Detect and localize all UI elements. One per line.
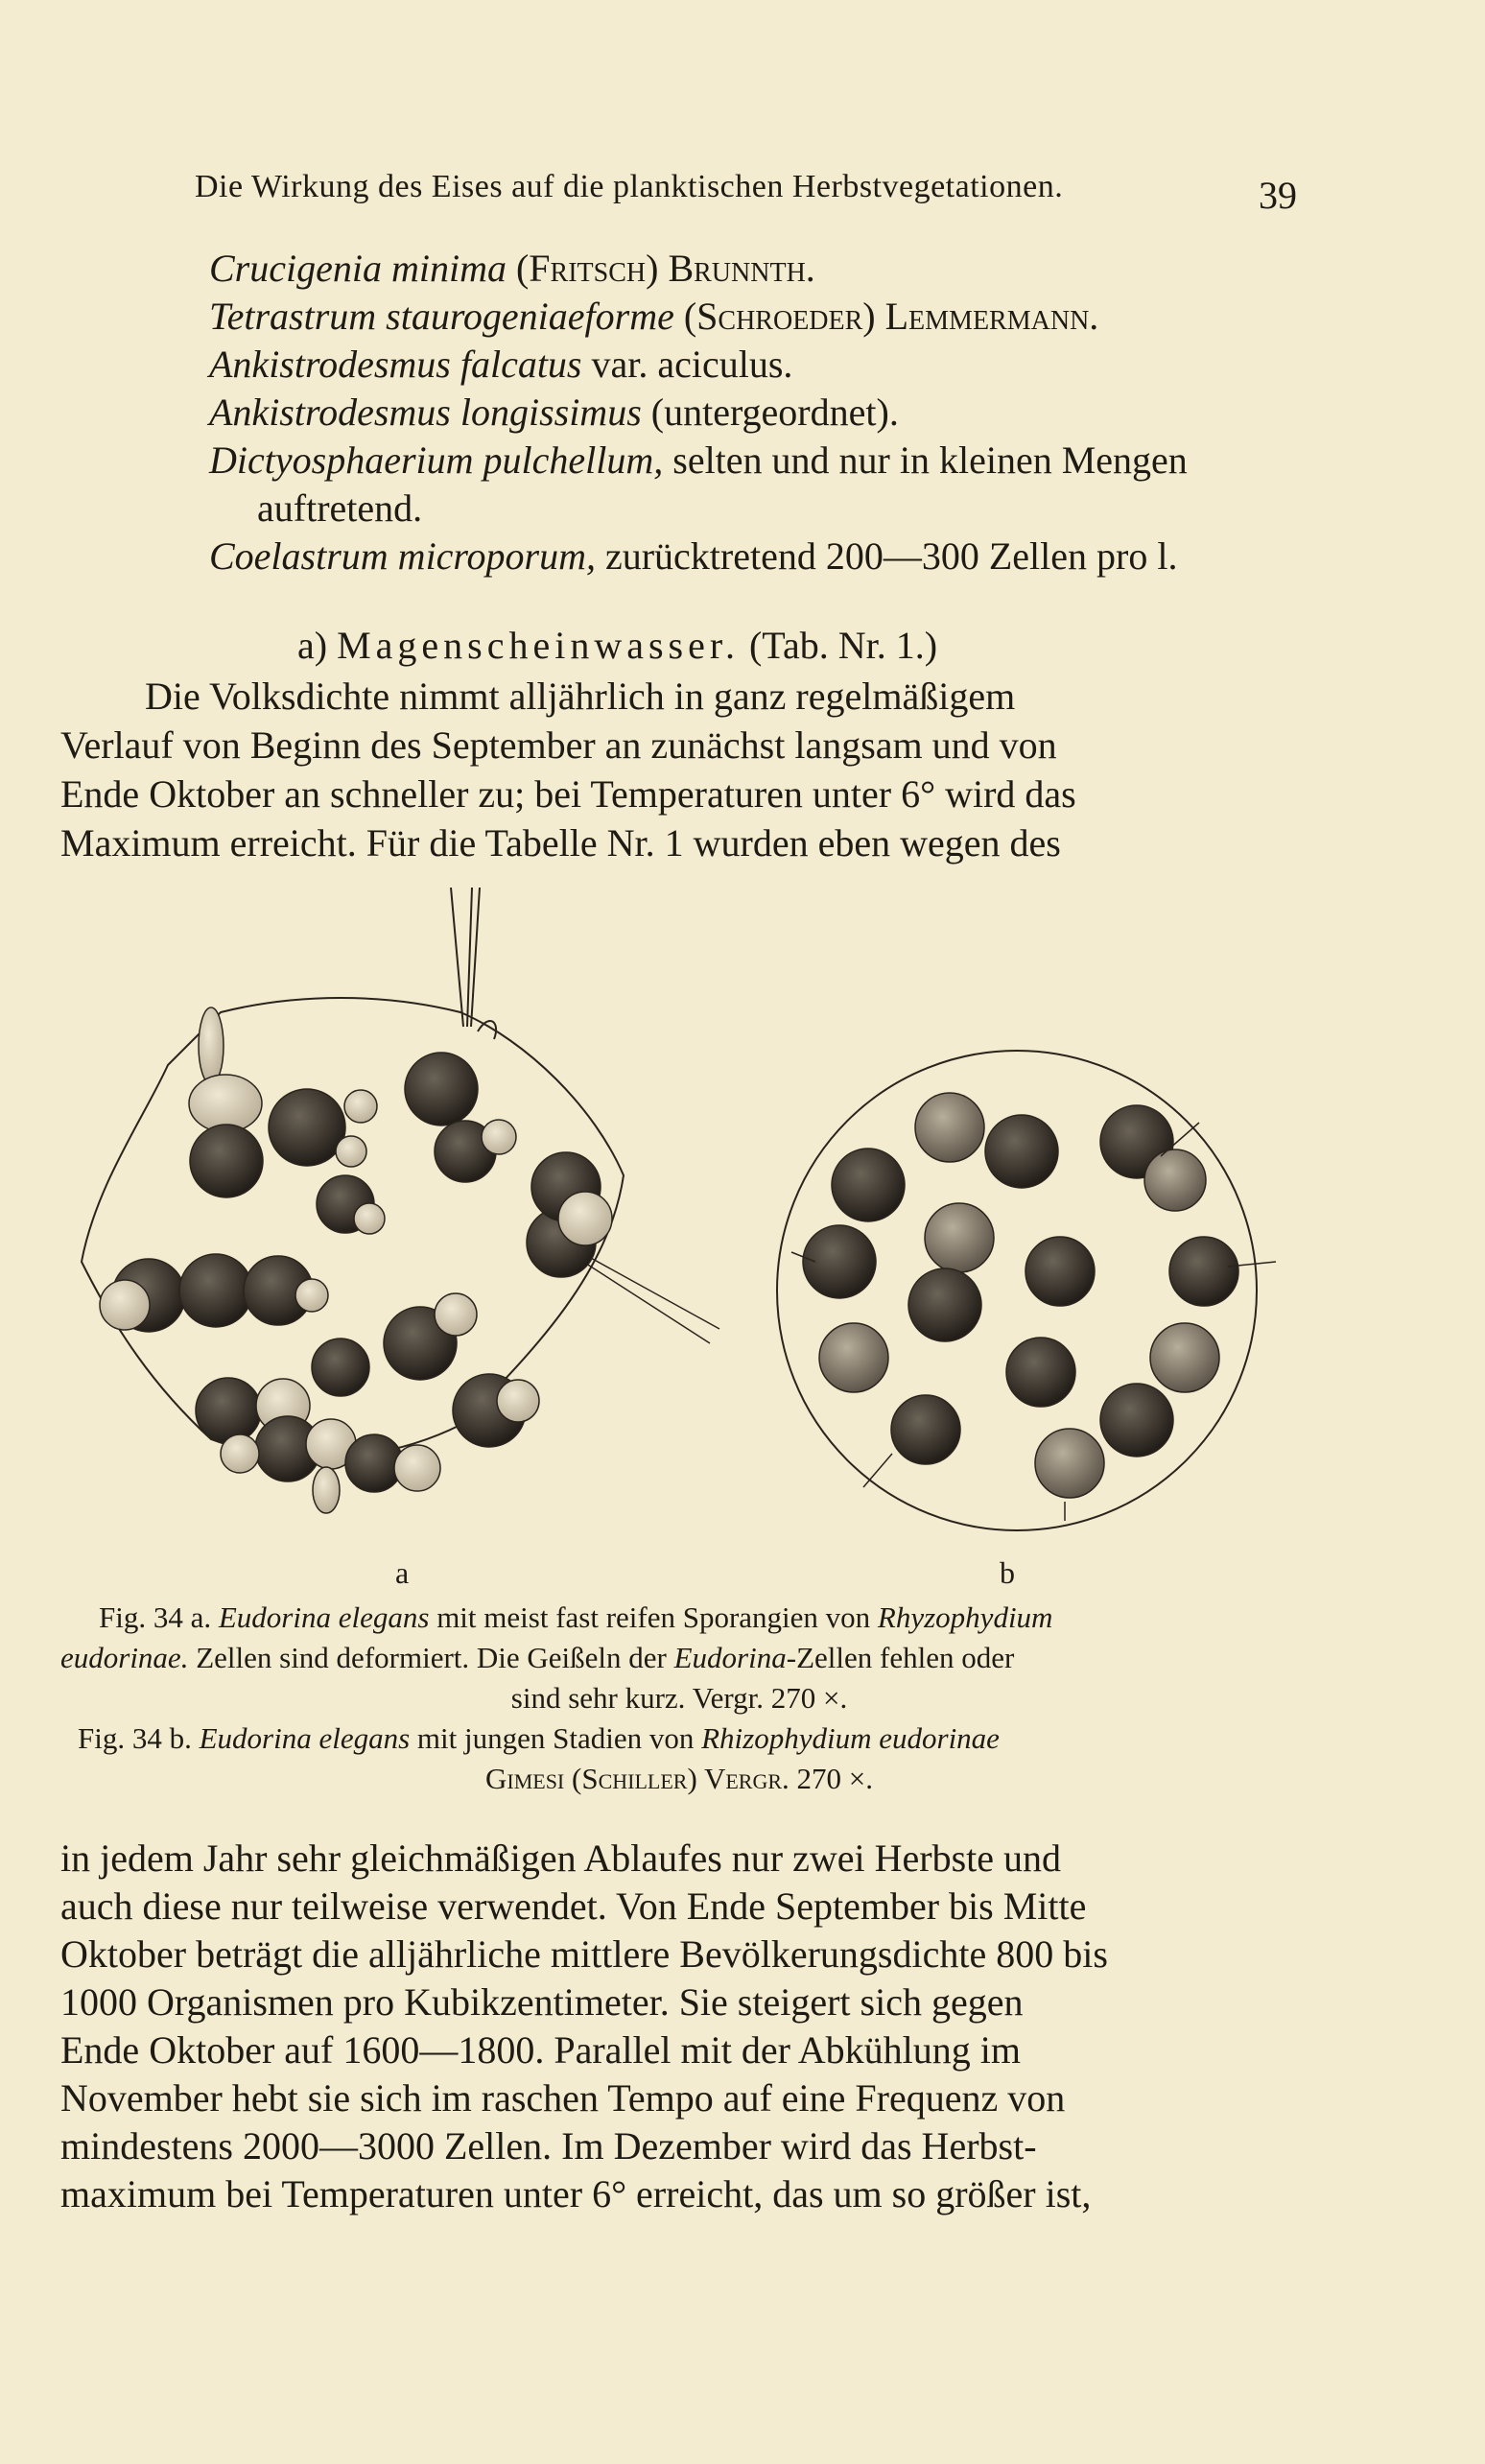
- caption-a-line1: [60, 1598, 1298, 1638]
- section-heading: [297, 622, 937, 670]
- text-line: auch diese nur teilweise verwendet. Von Ende September bis Mitte: [60, 1884, 1087, 1928]
- caption-a-prefix: Fig. 34 a.: [99, 1600, 212, 1634]
- text-line: Oktober beträgt die alljährliche mittlere Bevölkerungsdichte 800 bis: [60, 1932, 1108, 1976]
- species-item: [209, 293, 1303, 341]
- species-item: [209, 389, 1303, 437]
- page-number: 39: [1259, 174, 1297, 217]
- caption-a-line2: [60, 1638, 1298, 1678]
- paragraph-2: [60, 1835, 1298, 2218]
- caption-a-species: Eudorina elegans: [218, 1600, 430, 1634]
- section-prefix: a): [297, 624, 328, 667]
- text-line: in jedem Jahr sehr gleichmäßigen Ablaufes nur zwei Herbste und: [60, 1836, 1062, 1880]
- text-line: Ende Oktober auf 1600—1800. Parallel mit der Abkühlung im: [60, 2028, 1021, 2072]
- species-list: [209, 245, 1303, 580]
- colony-b-cells: [791, 1093, 1276, 1521]
- species-name: Crucigenia minima: [209, 247, 507, 290]
- caption-a-text2: Zellen sind deformiert. Die Geißeln der: [196, 1641, 667, 1674]
- running-title: Die Wirkung des Eises auf die planktischen Herbstvegetationen.: [195, 169, 1064, 204]
- caption-b-prefix: Fig. 34 b.: [78, 1721, 192, 1755]
- caption-b-species: Eudorina elegans: [199, 1721, 411, 1755]
- species-authority: (untergeordnet).: [650, 391, 899, 434]
- caption-b-line2: Gimesi (Schiller) Vergr. 270 ×.: [484, 1762, 874, 1795]
- species-name: Ankistrodesmus longissimus: [209, 391, 642, 434]
- caption-a-mid: mit meist fast reifen Sporangien von: [436, 1600, 871, 1634]
- figure-caption: [60, 1598, 1298, 1799]
- species-item: [209, 341, 1303, 389]
- text-line: maximum bei Temperaturen unter 6° erreicht, das um so größer ist,: [60, 2172, 1092, 2215]
- text-line: Maximum erreicht. Für die Tabelle Nr. 1 wurden eben wegen des: [60, 821, 1061, 865]
- caption-a-parasite: Rhyzophydium: [877, 1600, 1053, 1634]
- figure-34: [58, 888, 1305, 1617]
- section-title: Magenscheinwasser.: [337, 624, 740, 667]
- caption-a-genus: Eudorina: [673, 1641, 787, 1674]
- section-ref: (Tab. Nr. 1.): [748, 624, 938, 667]
- eudorina-illustration: [58, 888, 1305, 1617]
- caption-b-parasite: Rhizophydium eudorinae: [701, 1721, 1000, 1755]
- text-line: November hebt sie sich im raschen Tempo auf eine Frequenz von: [60, 2076, 1066, 2120]
- caption-a-text3: -Zellen fehlen oder: [786, 1641, 1015, 1674]
- species-item: [209, 437, 1303, 485]
- species-authority: selten und nur in kleinen Mengen: [672, 438, 1188, 482]
- caption-b-mid: mit jungen Stadien von: [416, 1721, 695, 1755]
- species-item: [209, 245, 1303, 293]
- text-line: Ende Oktober an schneller zu; bei Temperaturen unter 6° wird das: [60, 772, 1076, 816]
- caption-a-parasite2: eudorinae.: [60, 1641, 189, 1674]
- species-item: [209, 533, 1303, 580]
- species-authority: zurücktretend 200—300 Zellen pro l.: [604, 534, 1178, 578]
- species-continuation: auftretend.: [257, 486, 423, 530]
- caption-a-line3: sind sehr kurz. Vergr. 270 ×.: [510, 1681, 848, 1715]
- colony-a-cells: [100, 1007, 612, 1513]
- text-line: 1000 Organismen pro Kubikzentimeter. Sie steigert sich gegen: [60, 1980, 1024, 2024]
- text-line: Die Volksdichte nimmt alljährlich in ganz regelmäßigem: [145, 675, 1016, 718]
- species-name: Dictyosphaerium pulchellum,: [209, 438, 664, 482]
- species-name: Coelastrum microporum,: [209, 534, 596, 578]
- species-authority: (Schroeder) Lemmermann.: [683, 295, 1099, 338]
- species-name: Tetrastrum staurogeniaeforme: [209, 295, 674, 338]
- species-name: Ankistrodesmus falcatus: [209, 343, 582, 386]
- text-line: Verlauf von Beginn des September an zunächst langsam und von: [60, 723, 1057, 767]
- paragraph-1: [60, 672, 1298, 867]
- text-line: mindestens 2000—3000 Zellen. Im Dezember wird das Herbst-: [60, 2124, 1037, 2168]
- species-authority: var. aciculus.: [591, 343, 793, 386]
- figure-label-b: b: [1000, 1555, 1015, 1590]
- figure-label-a: a: [395, 1555, 410, 1590]
- species-authority: (Fritsch) Brunnth.: [515, 247, 815, 290]
- caption-b-line1: [60, 1718, 1298, 1759]
